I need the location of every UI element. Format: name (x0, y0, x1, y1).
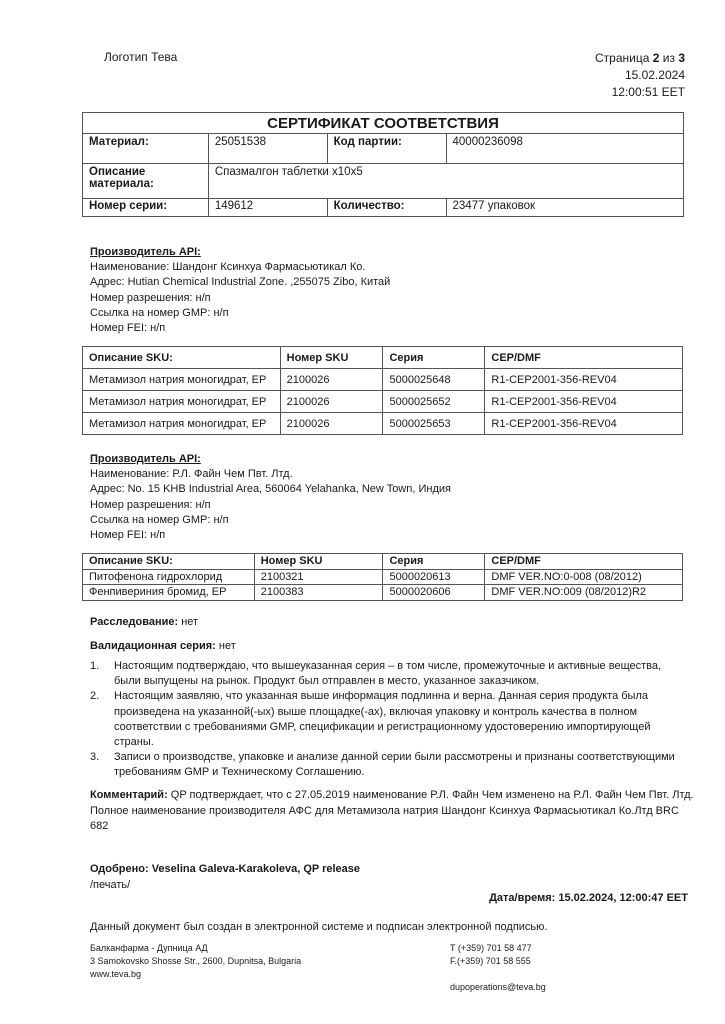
manufacturer-heading: Производитель API: (90, 246, 201, 258)
certificate-title: СЕРТИФИКАТ СООТВЕТСТВИЯ (83, 113, 684, 134)
statement-item: 2. Настоящим заявляю, что указанная выше информация подлинна и верна. Данная серия продукта была произведена на указанной(-ых) выше площадке(-ах), включая упаковку и контроль качества в полном соответствии с требованиями GMP, спецификации и регистрационному удостоверению импортирующей страны. (90, 690, 651, 749)
investigation-label: Расследование: (90, 616, 179, 628)
description-label: Описание материала: (83, 164, 209, 199)
sku-series: 5000020613 (383, 569, 485, 585)
manufacturer-gmp: Ссылка на номер GMP: н/п (90, 513, 229, 526)
sku-cep-dmf: R1-CEP2001-356-REV04 (485, 369, 683, 391)
manufacturer-name: Наименование: Р.Л. Файн Чем Пвт. Лтд. (90, 468, 293, 481)
manufacturer-heading: Производитель API: (90, 453, 201, 465)
column-header: CEP/DMF (485, 347, 683, 369)
sku-description: Метамизол натрия моногидрат, EP (83, 413, 281, 435)
approval-datetime: Дата/время: 15.02.2024, 12:00:47 EET (489, 892, 688, 904)
print-time: 12:00:51 EET (611, 85, 685, 99)
sku-cep-dmf: DMF VER.NO:009 (08/2012)R2 (485, 585, 683, 601)
sku-table-2 (82, 553, 683, 601)
sku-cep-dmf: R1-CEP2001-356-REV04 (485, 391, 683, 413)
sku-cep-dmf: R1-CEP2001-356-REV04 (485, 413, 683, 435)
e-signature-note: Данный документ был создан в электронной системе и подписан электронной подписью. (90, 921, 548, 933)
statement-item: 3. Записи о производстве, упаковке и анализе данной серии были рассмотрены и признаны соответствующими требованиям GMP и Техническому Соглашению. (90, 751, 675, 779)
page-current: 2 (652, 51, 660, 65)
column-header: Описание SKU: (83, 347, 281, 369)
quantity-value: 23477 упаковок (446, 199, 683, 217)
sku-description: Фенпивериния бромид, EP (83, 585, 255, 601)
manufacturer-address: Адрес: No. 15 KHB Industrial Area, 560064 Yelahanka, New Town, Индия (90, 483, 451, 496)
print-date: 15.02.2024 (624, 68, 685, 82)
manufacturer-permit: Номер разрешения: н/п (90, 291, 211, 304)
series-value: 149612 (208, 199, 327, 217)
material-value: 25051538 (208, 134, 327, 164)
column-header: Номер SKU (254, 554, 383, 570)
sku-cep-dmf: DMF VER.NO:0-008 (08/2012) (485, 569, 683, 585)
footer-website-link[interactable]: www.teva.bg (90, 969, 142, 979)
manufacturer-fei: Номер FEI: н/п (90, 529, 166, 542)
sku-description: Метамизол натрия моногидрат, EP (83, 369, 281, 391)
column-header: CEP/DMF (485, 554, 683, 570)
statement-item: 1. Настоящим подтверждаю, что вышеуказанная серия – в том числе, промежуточные и активные вещества, были выпущены на рынок. Продукт был отправлен в место, указанное заказчиком. (90, 660, 662, 688)
comment-text-2: Полное наименование производителя АФС для Метамизола натрия Шандонг Ксинхуа Фармасьютикал Ко.Лтд BRC 682 (90, 804, 679, 832)
sku-number: 2100026 (280, 391, 383, 413)
validation-line (90, 640, 236, 652)
page-number: Страница 2 из 3 (595, 51, 685, 65)
approved-by: Одобрено: Veselina Galeva-Karakoleva, QP release (90, 863, 361, 875)
page-info (595, 50, 685, 101)
table-row (83, 391, 683, 413)
sku-series: 5000025648 (383, 369, 485, 391)
comment-text: QP подтверждает, что с 27.05.2019 наименование Р.Л. Файн Чем изменено на Р.Л. Файн Чем Пвт. Лтд. (167, 789, 694, 801)
comment-block (90, 788, 695, 835)
sku-number: 2100026 (280, 413, 383, 435)
sku-series: 5000020606 (383, 585, 485, 601)
sku-number: 2100026 (280, 369, 383, 391)
table-header-row (83, 347, 683, 369)
statements-list (90, 659, 690, 781)
sku-number: 2100321 (254, 569, 383, 585)
sku-series: 5000025652 (383, 391, 485, 413)
series-label: Номер серии: (83, 199, 209, 217)
footer-company-info (90, 942, 301, 981)
sku-description: Питофенона гидрохлорид (83, 569, 255, 585)
table-row (83, 369, 683, 391)
validation-label: Валидационная серия: (90, 640, 216, 652)
manufacturer-fei: Номер FEI: н/п (90, 322, 166, 335)
validation-value: нет (215, 640, 236, 652)
manufacturer-address: Адрес: Hutian Chemical Industrial Zone. ,255075 Zibo, Китай (90, 276, 391, 289)
investigation-line (90, 616, 198, 628)
comment-label: Комментарий: (90, 789, 168, 801)
column-header: Серия (383, 347, 485, 369)
manufacturer-permit: Номер разрешения: н/п (90, 498, 211, 511)
api-manufacturer-1 (90, 245, 390, 336)
description-value: Спазмалгон таблетки x10x5 (208, 164, 683, 199)
footer-email-link[interactable]: dupoperations@teva.bg (450, 982, 546, 992)
footer-company: Балканфарма - Дупница АД (90, 943, 208, 953)
company-logo-placeholder: Логотип Тева (104, 50, 178, 64)
table-row (83, 413, 683, 435)
spacer (450, 968, 546, 981)
footer-contact-info (450, 942, 546, 994)
sku-description: Метамизол натрия моногидрат, EP (83, 391, 281, 413)
sku-series: 5000025653 (383, 413, 485, 435)
sku-table-1 (82, 346, 683, 435)
material-label: Материал: (83, 134, 209, 164)
batch-code-value: 40000236098 (446, 134, 683, 164)
api-manufacturer-2 (90, 452, 451, 543)
column-header: Серия (383, 554, 485, 570)
table-row (83, 569, 683, 585)
footer-phone: T (+359) 701 58 477 (450, 943, 532, 953)
table-header-row (83, 554, 683, 570)
column-header: Описание SKU: (83, 554, 255, 570)
manufacturer-gmp: Ссылка на номер GMP: н/п (90, 306, 229, 319)
page-total: 3 (678, 51, 685, 65)
batch-code-label: Код партии: (327, 134, 446, 164)
approval-block (90, 862, 360, 893)
stamp-placeholder: /печать/ (90, 878, 131, 891)
certificate-table (82, 112, 684, 217)
manufacturer-name: Наименование: Шандонг Ксинхуа Фармасьютикал Ко. (90, 261, 366, 274)
footer-fax: F.(+359) 701 58 555 (450, 956, 531, 966)
table-row (83, 585, 683, 601)
investigation-value: нет (178, 616, 199, 628)
sku-number: 2100383 (254, 585, 383, 601)
column-header: Номер SKU (280, 347, 383, 369)
quantity-label: Количество: (327, 199, 446, 217)
footer-address: 3 Samokovsko Shosse Str., 2600, Dupnitsa, Bulgaria (90, 956, 302, 966)
